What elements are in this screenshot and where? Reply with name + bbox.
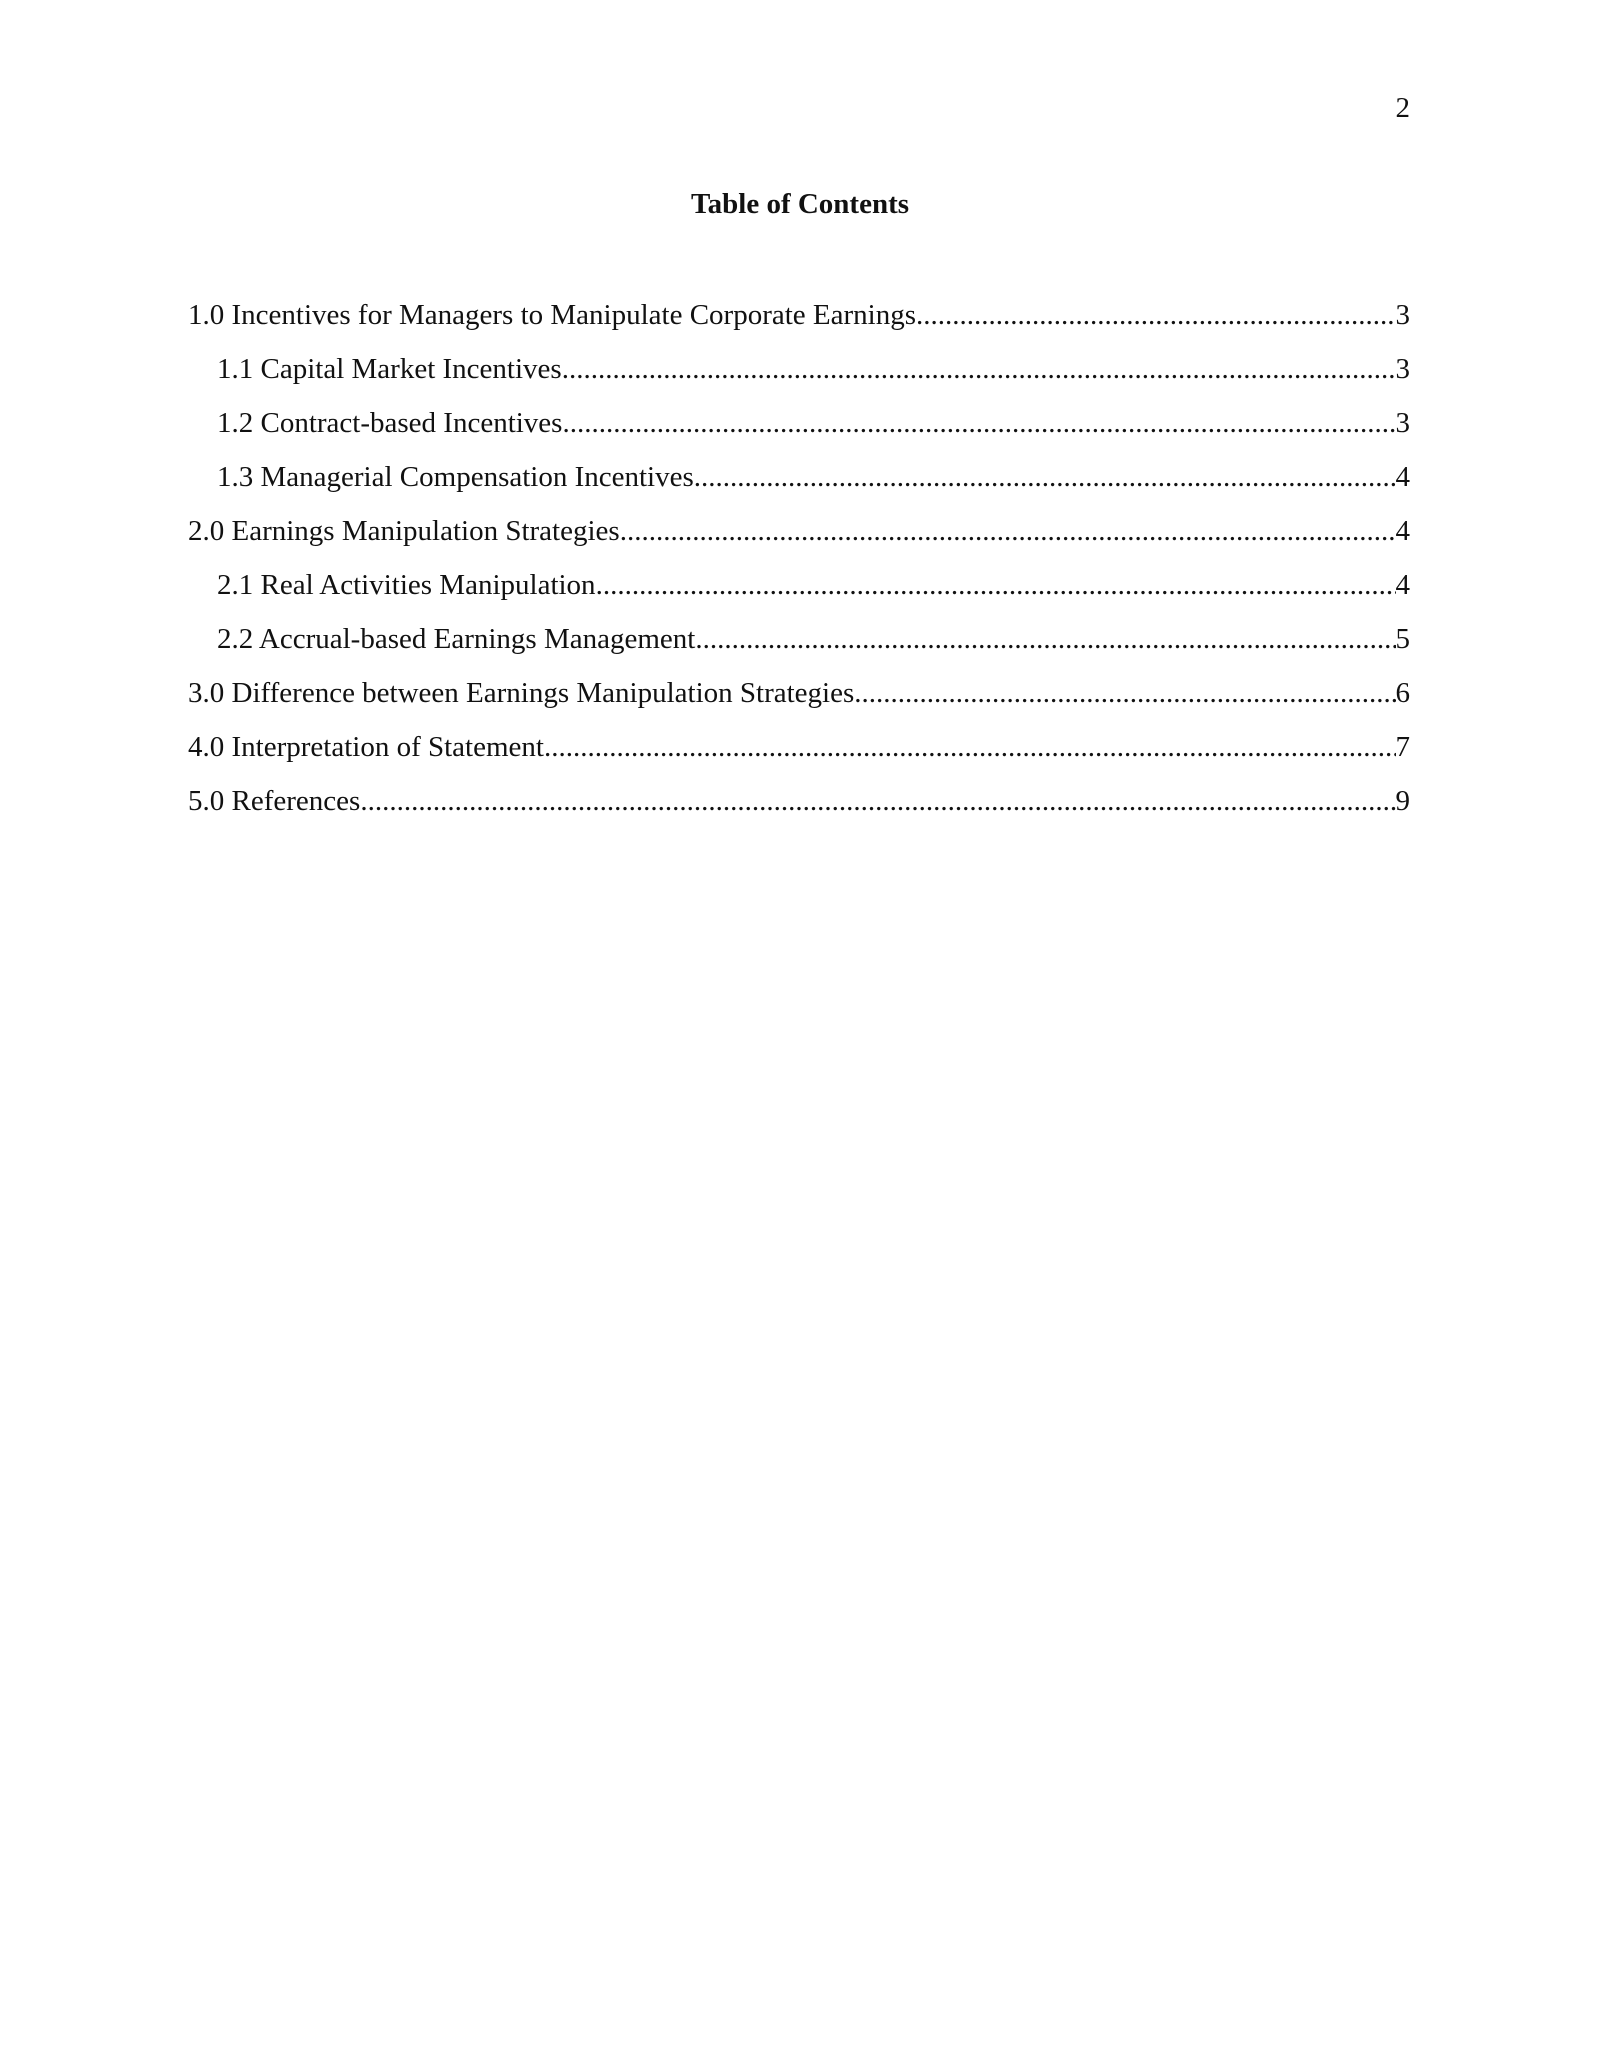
toc-entry[interactable] [188, 351, 1410, 405]
toc-dot-leader [596, 567, 1396, 603]
toc-entry[interactable] [188, 783, 1410, 837]
toc-entry-label: 2.0 Earnings Manipulation Strategies [188, 515, 620, 547]
toc-dot-leader [854, 675, 1395, 711]
table-of-contents [188, 297, 1410, 837]
toc-entry-page: 4 [1395, 515, 1410, 547]
toc-dot-leader [544, 729, 1396, 765]
toc-dot-leader [620, 513, 1396, 549]
toc-entry[interactable] [188, 729, 1410, 783]
toc-dot-leader [694, 459, 1396, 495]
toc-entry-page: 3 [1395, 407, 1410, 439]
toc-entry[interactable] [188, 675, 1410, 729]
toc-entry-label: 4.0 Interpretation of Statement [188, 731, 544, 763]
toc-entry[interactable] [188, 405, 1410, 459]
toc-entry-label: 3.0 Difference between Earnings Manipulation Strategies [188, 677, 855, 709]
toc-entry-page: 3 [1395, 353, 1410, 385]
toc-entry-label: 1.3 Managerial Compensation Incentives [217, 461, 694, 493]
toc-dot-leader [562, 351, 1396, 387]
page-number: 2 [1395, 92, 1410, 124]
toc-entry-page: 5 [1395, 623, 1410, 655]
toc-entry-label: 2.1 Real Activities Manipulation [217, 569, 596, 601]
toc-entry-label: 5.0 References [188, 785, 361, 817]
toc-entry-page: 6 [1395, 677, 1410, 709]
toc-entry-label: 1.1 Capital Market Incentives [217, 353, 562, 385]
toc-entry-page: 7 [1395, 731, 1410, 763]
toc-entry-page: 4 [1395, 461, 1410, 493]
toc-entry-label: 1.2 Contract-based Incentives [217, 407, 563, 439]
toc-entry-page: 4 [1395, 569, 1410, 601]
toc-entry-page: 3 [1395, 299, 1410, 331]
toc-entry-page: 9 [1395, 785, 1410, 817]
toc-dot-leader [695, 621, 1395, 657]
toc-title: Table of Contents [690, 188, 910, 220]
toc-entry[interactable] [188, 621, 1410, 675]
toc-dot-leader [916, 297, 1395, 333]
toc-entry[interactable] [188, 513, 1410, 567]
toc-dot-leader [562, 405, 1395, 441]
toc-entry[interactable] [188, 567, 1410, 621]
toc-entry[interactable] [188, 459, 1410, 513]
toc-entry[interactable] [188, 297, 1410, 351]
toc-entry-label: 2.2 Accrual-based Earnings Management [217, 623, 696, 655]
toc-dot-leader [360, 783, 1395, 819]
toc-entry-label: 1.0 Incentives for Managers to Manipulate Corporate Earnings [188, 299, 917, 331]
